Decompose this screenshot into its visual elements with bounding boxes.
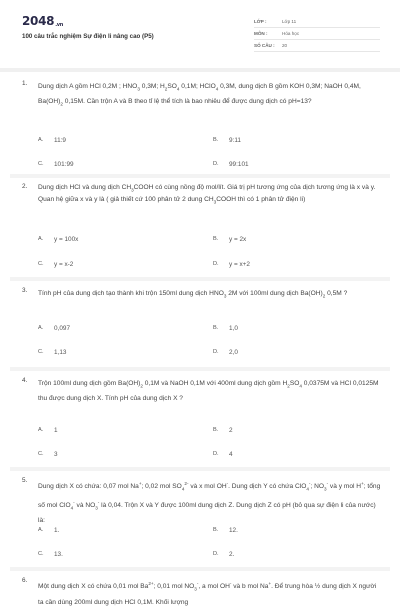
option-c[interactable]: C. 3	[38, 451, 58, 458]
option-c[interactable]: C. 101:99	[38, 161, 74, 168]
question-divider	[10, 174, 390, 178]
option-a[interactable]: A. 1	[38, 427, 58, 434]
question-number: 2.	[22, 183, 28, 190]
meta-row-subject	[254, 28, 380, 40]
option-b[interactable]: B. y = 2x	[213, 236, 247, 243]
question-divider	[10, 567, 390, 571]
meta-key: LỚP :	[254, 19, 267, 24]
question-number: 6.	[22, 577, 28, 584]
question-number: 1.	[22, 80, 28, 87]
option-a[interactable]: A. 1.	[38, 527, 60, 534]
question-text: Dung dịch HCl và dung dịch $CH_3COOH$ có cùng nồng độ mol/lít. Giá trị pH tương ứng của dịch tương ứng là x và y. Quan hệ giữa x và y là ( giả thiết cứ 100 phân tử 2 dung $CH_3COOH$ thì có 1 phân tử điện li)	[38, 184, 376, 205]
question-number: 3.	[22, 287, 28, 294]
option-c[interactable]: C. 13.	[38, 551, 63, 558]
question-text: Dung dịch X có chứa: 0,07 mol Na+; 0,02 mol $SO_4^{2-}$ và x mol OH-. Dung dịch Y có chứa ClO$_4$-; $NO_3^-$ và y mol H+; tổng số mol ClO$_4$- và $NO_3^-$ là 0,04. Trộn X và Y được 100ml dung dịch Z. Dung dịch Z có pH (bỏ qua sự điện li của nước) là:	[38, 481, 381, 524]
page-title: 100 câu trắc nghiệm Sự điện li nâng cao (P5)	[22, 33, 154, 40]
meta-row-count	[254, 40, 380, 52]
question-divider	[10, 467, 390, 471]
question-text: Dung dịch A gồm HCl 0,2M ; $HNO_3$ 0,3M; $H_2SO_4$ 0,1M; HClO$_4$ 0,3M, dung dịch B gồm KOH 0,3M; NaOH 0,4M, $Ba(OH)_2$ 0,15M. Cần trộn A và B theo tỉ lệ thể tích là bao nhiêu để được dung dịch có pH=13?	[38, 83, 361, 107]
header-divider	[0, 68, 400, 72]
question-divider	[10, 367, 390, 371]
option-d[interactable]: D. 4	[213, 451, 233, 458]
question-text: Tính pH của dung dịch tạo thành khi trộn 150ml dung dịch $HNO_3$ 2M với 100ml dung dịch $Ba(OH)_2$ 0,5M ?	[38, 290, 348, 299]
page-header	[0, 0, 400, 66]
option-b[interactable]: B. 9:11	[213, 137, 241, 144]
meta-key: SỐ CÂU :	[254, 43, 275, 48]
option-b[interactable]: B. 12.	[213, 527, 238, 534]
option-d[interactable]: D. 2.	[213, 551, 235, 558]
site-logo[interactable]: $2048_{.vn}$	[22, 14, 64, 28]
option-a[interactable]: A. 0,097	[38, 325, 70, 332]
question-number: 4.	[22, 377, 28, 384]
meta-key: MÔN :	[254, 31, 268, 36]
question-text: Trộn 100ml dung dịch gồm $Ba(OH)_2$ 0,1M và NaOH 0,1M với 400ml dung dịch gồm $H_2SO_4$ 0,0375M và HCl 0,0125M thu được dung dịch X. Tính pH của dung dịch X ?	[38, 380, 379, 403]
option-d[interactable]: D. 99:101	[213, 161, 249, 168]
option-a[interactable]: A. y = 100x	[38, 236, 79, 243]
option-d[interactable]: D. y = x+2	[213, 261, 250, 268]
option-a[interactable]: A. 11:9	[38, 137, 66, 144]
question-text: Một dung dịch X có chứa 0,01 mol $Ba^{2+}$; 0,01 mol $NO_3^-$, a mol OH- và b mol Na+. Để trung hòa ½ dung dịch X người ta cần dùng 200ml dung dịch HCl 0,1M. Khối lượng	[38, 581, 377, 606]
option-c[interactable]: C. y = x-2	[38, 261, 74, 268]
option-c[interactable]: C. 1,13	[38, 349, 67, 356]
question-divider	[10, 277, 390, 281]
option-b[interactable]: B. 2	[213, 427, 233, 434]
meta-value: 20	[282, 43, 288, 48]
question-number: 5.	[22, 477, 28, 484]
meta-value: Lớp 11	[282, 19, 297, 24]
option-d[interactable]: D. 2,0	[213, 349, 238, 356]
meta-value: Hóa học	[282, 31, 300, 36]
option-b[interactable]: B. 1,0	[213, 325, 238, 332]
meta-row-class	[254, 16, 380, 28]
meta-table	[254, 16, 380, 52]
